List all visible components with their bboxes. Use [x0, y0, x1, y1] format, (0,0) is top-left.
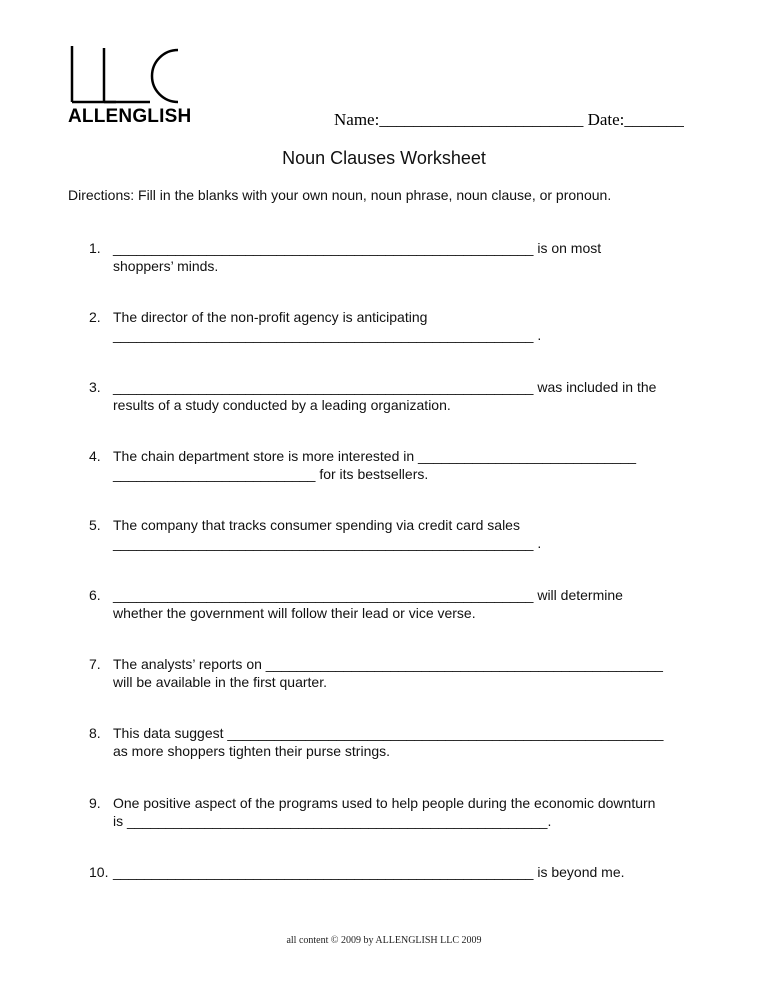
- question-line-1: The company that tracks consumer spending via credit card sales: [113, 517, 520, 533]
- question-line-1: ______________________________________________________ is on most: [113, 240, 602, 256]
- question-number: 8.: [89, 725, 101, 741]
- question-line-2: is ______________________________________________________.: [113, 812, 552, 829]
- question-line-2: as more shoppers tighten their purse strings.: [113, 742, 391, 759]
- question-number: 10.: [89, 864, 109, 880]
- question-line-2: results of a study conducted by a leading organization.: [113, 396, 451, 413]
- question-line-1: The analysts’ reports on ___________________________________________________: [113, 656, 663, 672]
- question-number: 6.: [89, 587, 101, 603]
- question-line-2: ______________________________________________________ .: [113, 326, 542, 343]
- question-line-1: ______________________________________________________ is beyond me.: [113, 864, 625, 880]
- question-line-1: ______________________________________________________ will determine: [113, 587, 623, 603]
- question-line-1: The director of the non-profit agency is anticipating: [113, 309, 428, 325]
- question-number: 1.: [89, 240, 101, 256]
- footer-copyright: all content © 2009 by ALLENGLISH LLC 2009: [286, 935, 482, 946]
- logo-text: ALLENGLISH: [68, 106, 192, 127]
- page-title: Noun Clauses Worksheet: [282, 148, 486, 168]
- question-number: 9.: [89, 795, 101, 811]
- question-line-1: The chain department store is more interested in ____________________________: [113, 448, 637, 464]
- question-line-1: ______________________________________________________ was included in the: [113, 379, 657, 395]
- question-line-2: will be available in the first quarter.: [113, 673, 327, 690]
- question-number: 7.: [89, 656, 101, 672]
- question-line-2: __________________________ for its bestsellers.: [113, 465, 429, 482]
- question-number: 5.: [89, 517, 101, 533]
- question-number: 3.: [89, 379, 101, 395]
- question-line-1: This data suggest ________________________________________________________: [113, 725, 664, 741]
- llc-logo-mark-icon: [66, 46, 186, 108]
- question-line-1: One positive aspect of the programs used to help people during the economic downturn: [113, 795, 656, 811]
- name-date-field: Name:________________________ Date:_______: [334, 110, 684, 129]
- directions: Directions: Fill in the blanks with your own noun, noun phrase, noun clause, or pronoun.: [68, 187, 612, 203]
- allenglish-logo: [66, 46, 192, 130]
- question-number: 4.: [89, 448, 101, 464]
- question-line-2: whether the government will follow their lead or vice verse.: [113, 604, 476, 621]
- question-number: 2.: [89, 309, 101, 325]
- question-line-2: ______________________________________________________ .: [113, 534, 542, 551]
- question-line-2: shoppers’ minds.: [113, 257, 219, 274]
